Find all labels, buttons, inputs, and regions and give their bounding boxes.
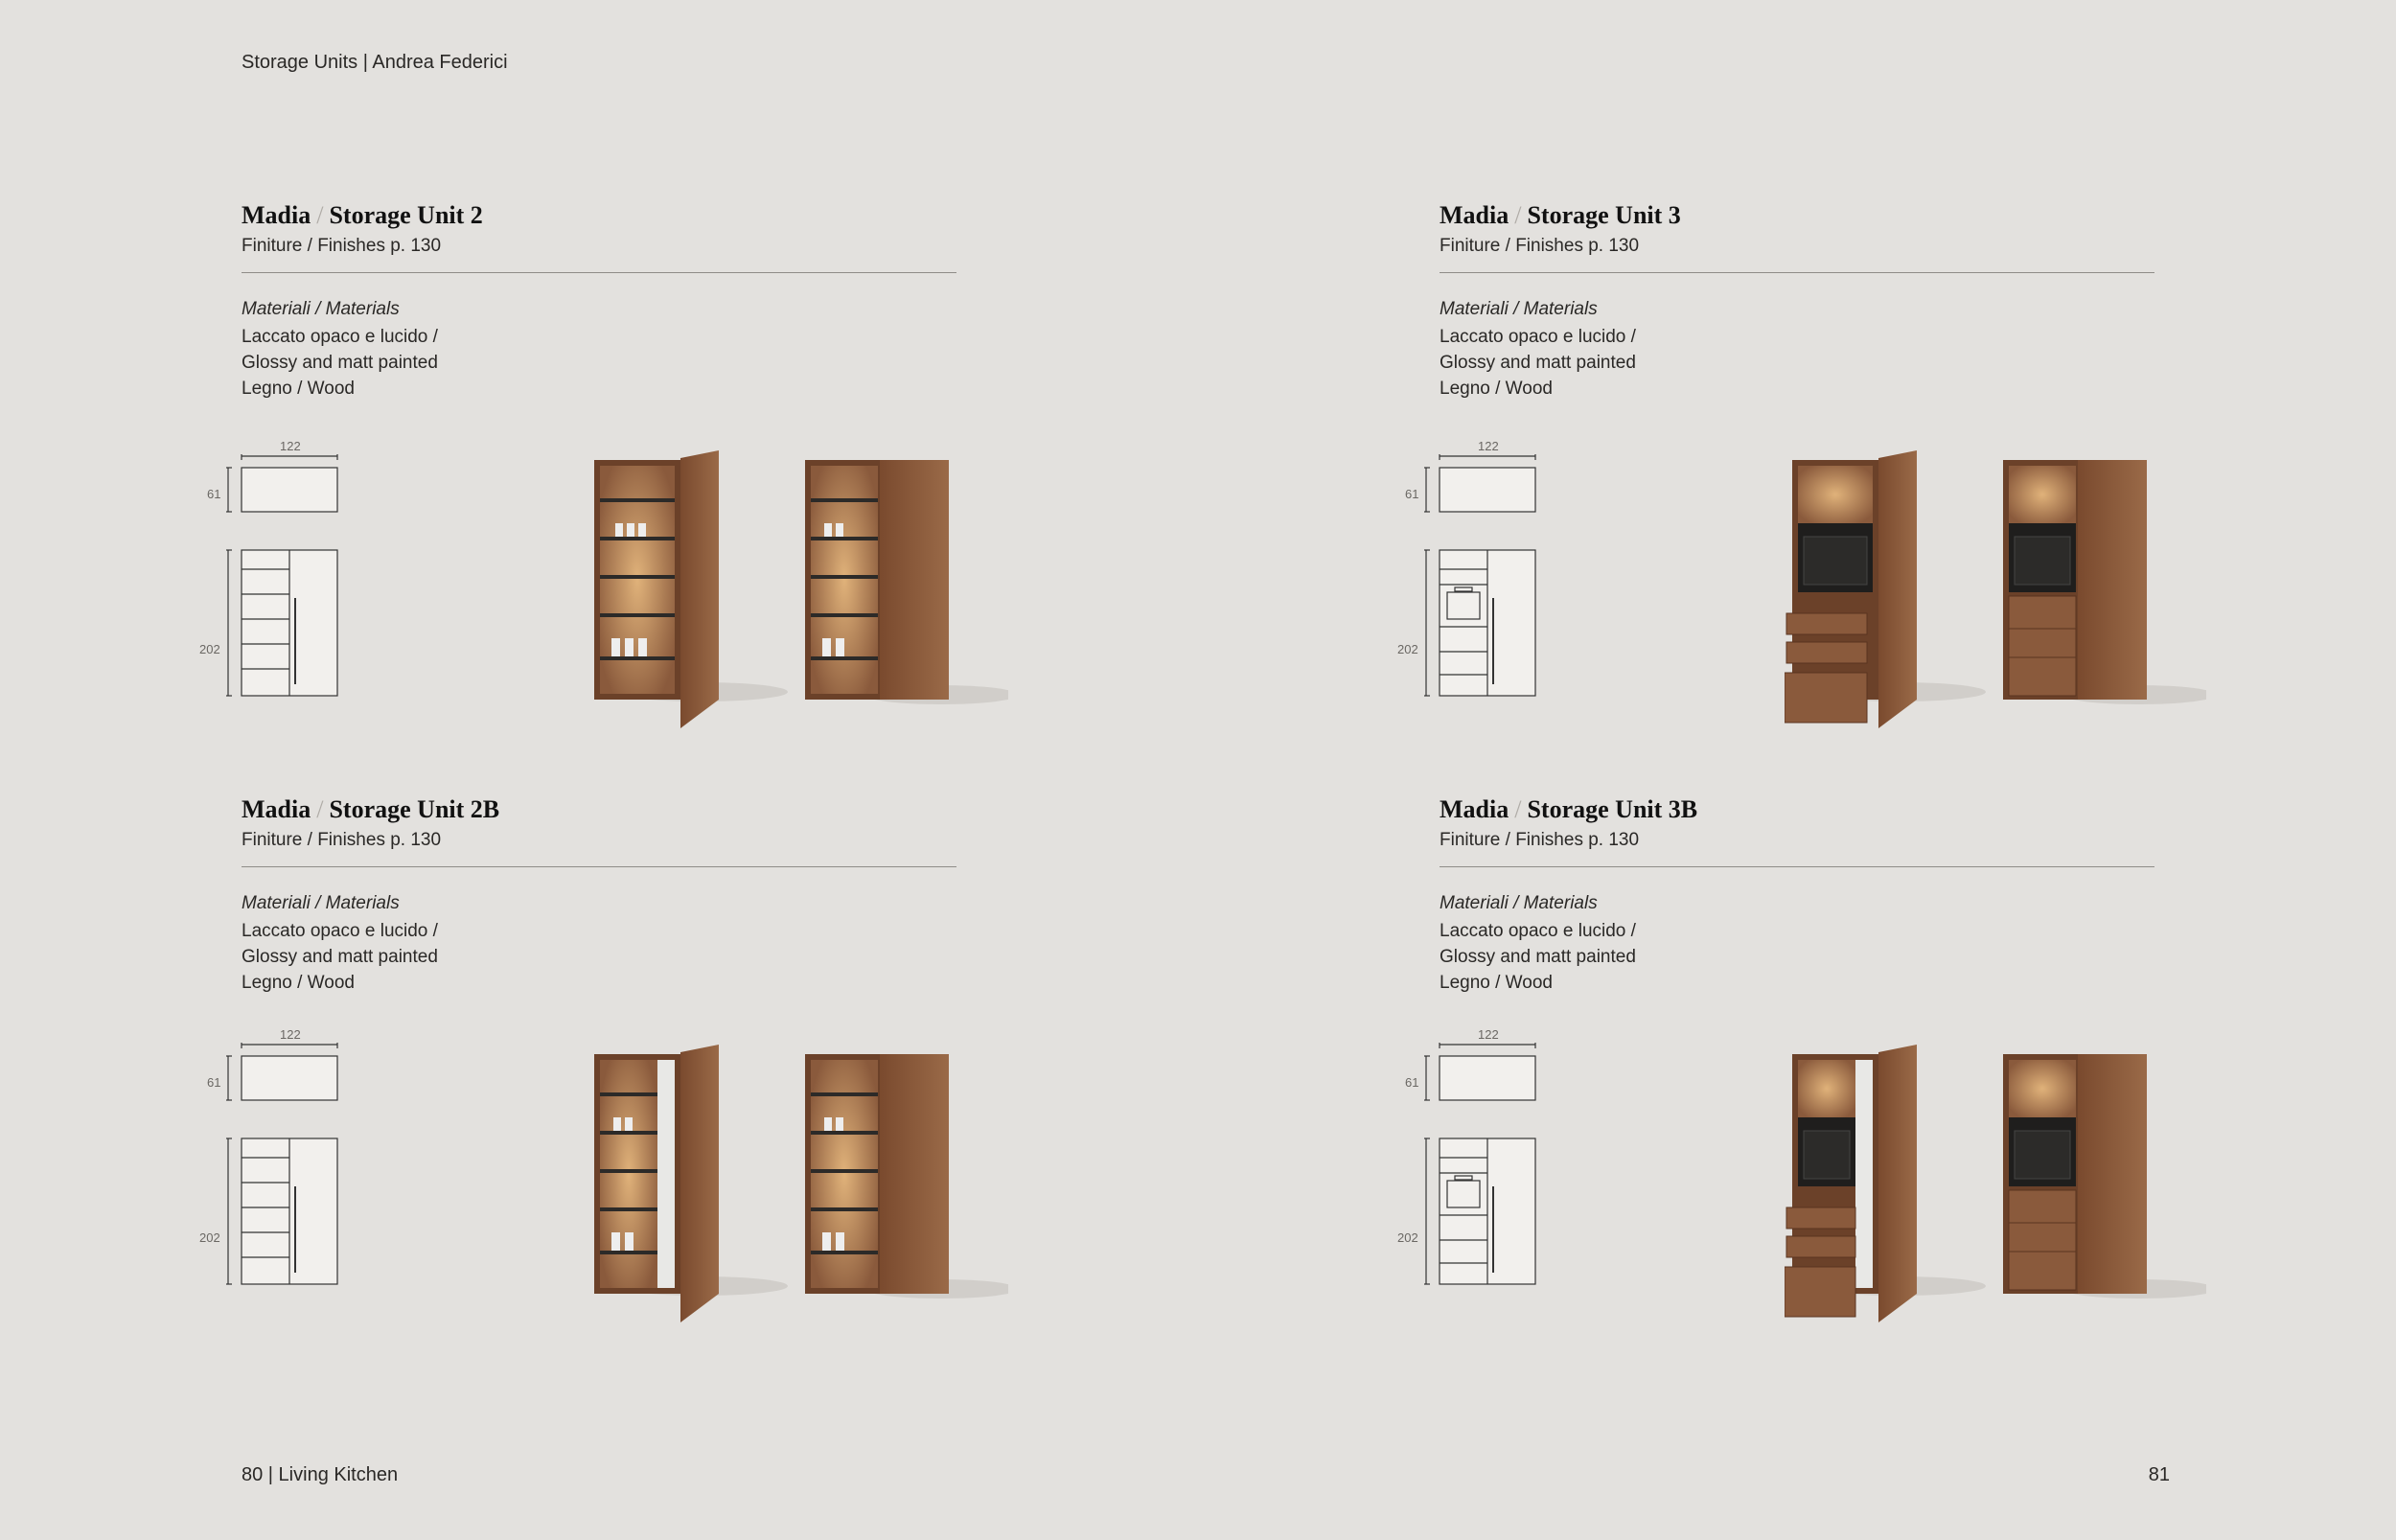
dim-height: 202 xyxy=(1397,642,1418,656)
material-item: Glossy and matt painted xyxy=(242,353,438,373)
dim-width: 122 xyxy=(1478,439,1499,453)
section-storage-unit-3 xyxy=(1397,201,2396,795)
product-photo xyxy=(1785,441,2206,728)
unit-title xyxy=(1440,795,1697,824)
title-name: Storage Unit 2 xyxy=(329,201,483,229)
dim-width: 122 xyxy=(280,1027,301,1042)
materials-label: Materiali / Materials xyxy=(1440,299,1598,319)
section-storage-unit-3b xyxy=(1397,795,2396,1390)
material-item: Laccato opaco e lucido / xyxy=(1440,327,1636,347)
section-storage-unit-2b xyxy=(199,795,1200,1390)
running-header: Storage Units | Andrea Federici xyxy=(242,52,508,73)
title-separator: / xyxy=(316,795,324,823)
technical-drawing xyxy=(1424,454,1539,700)
divider xyxy=(242,272,956,273)
material-item: Glossy and matt painted xyxy=(1440,353,1636,373)
unit-title xyxy=(242,201,483,230)
product-photo xyxy=(1785,1035,2206,1322)
title-name: Storage Unit 2B xyxy=(329,795,500,823)
dim-depth: 61 xyxy=(1405,1075,1419,1090)
material-item: Legno / Wood xyxy=(242,973,355,993)
title-separator: / xyxy=(1514,201,1522,229)
title-name: Storage Unit 3 xyxy=(1527,201,1681,229)
dim-height: 202 xyxy=(1397,1230,1418,1245)
technical-drawing xyxy=(226,454,341,700)
technical-drawing xyxy=(226,1043,341,1288)
materials-label: Materiali / Materials xyxy=(1440,893,1598,913)
divider xyxy=(242,866,956,867)
title-separator: / xyxy=(1514,795,1522,823)
divider xyxy=(1440,272,2154,273)
material-item: Legno / Wood xyxy=(1440,973,1553,993)
finishes-ref: Finiture / Finishes p. 130 xyxy=(1440,236,1640,256)
material-item: Glossy and matt painted xyxy=(242,947,438,967)
material-item: Legno / Wood xyxy=(242,379,355,399)
section-storage-unit-2 xyxy=(199,201,1200,795)
title-separator: / xyxy=(316,201,324,229)
finishes-ref: Finiture / Finishes p. 130 xyxy=(1440,830,1640,850)
materials-list xyxy=(1440,918,1636,996)
dim-depth: 61 xyxy=(1405,487,1419,501)
divider xyxy=(1440,866,2154,867)
dim-width: 122 xyxy=(280,439,301,453)
title-brand: Madia xyxy=(1440,201,1509,229)
unit-title xyxy=(242,795,499,824)
dim-height: 202 xyxy=(199,1230,220,1245)
dim-depth: 61 xyxy=(207,1075,221,1090)
finishes-ref: Finiture / Finishes p. 130 xyxy=(242,830,442,850)
materials-list xyxy=(242,918,438,996)
technical-drawing xyxy=(1424,1043,1539,1288)
material-item: Laccato opaco e lucido / xyxy=(1440,921,1636,941)
dim-depth: 61 xyxy=(207,487,221,501)
materials-list xyxy=(242,324,438,402)
unit-title xyxy=(1440,201,1681,230)
dim-width: 122 xyxy=(1478,1027,1499,1042)
title-brand: Madia xyxy=(242,201,311,229)
materials-list xyxy=(1440,324,1636,402)
material-item: Laccato opaco e lucido / xyxy=(242,921,438,941)
materials-label: Materiali / Materials xyxy=(242,893,400,913)
materials-label: Materiali / Materials xyxy=(242,299,400,319)
material-item: Legno / Wood xyxy=(1440,379,1553,399)
product-photo xyxy=(587,441,1008,728)
footer-page-left: 80 | Living Kitchen xyxy=(242,1464,399,1485)
title-brand: Madia xyxy=(242,795,311,823)
material-item: Laccato opaco e lucido / xyxy=(242,327,438,347)
dim-height: 202 xyxy=(199,642,220,656)
footer-page-right: 81 xyxy=(2148,1464,2170,1485)
product-photo xyxy=(587,1035,1008,1322)
material-item: Glossy and matt painted xyxy=(1440,947,1636,967)
title-brand: Madia xyxy=(1440,795,1509,823)
finishes-ref: Finiture / Finishes p. 130 xyxy=(242,236,442,256)
title-name: Storage Unit 3B xyxy=(1527,795,1698,823)
